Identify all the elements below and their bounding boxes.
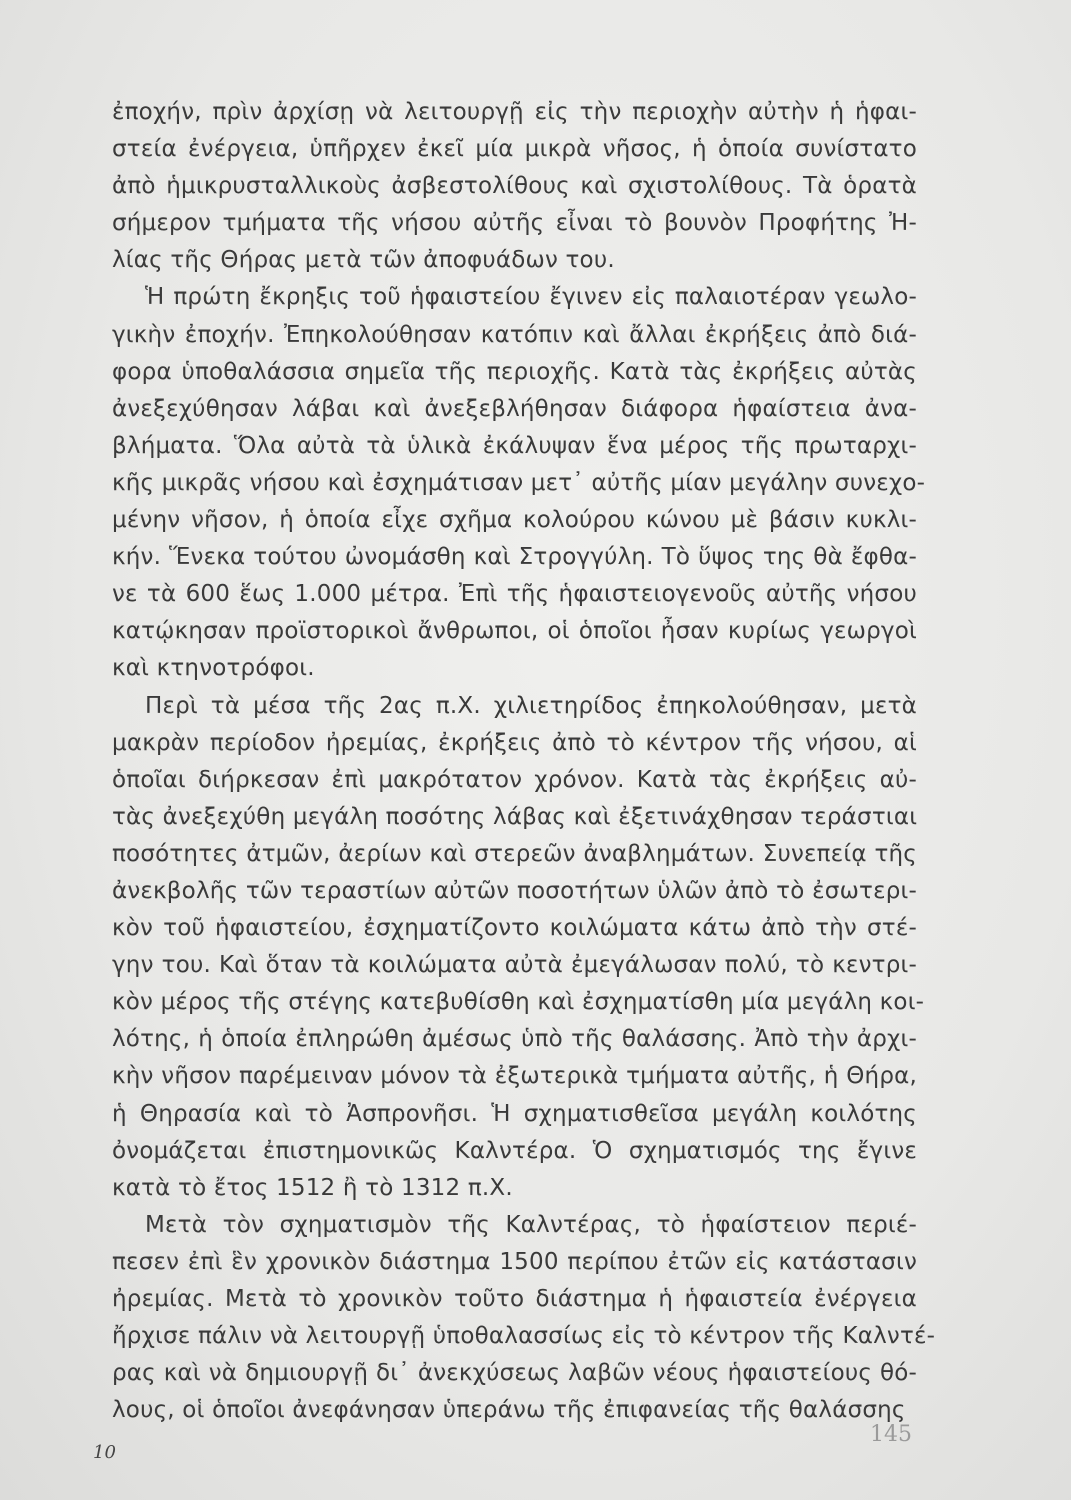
text-line: μένην νῆσον, ἡ ὁποία εἶχε σχῆμα κολούρου κώνου μὲ βάσιν κυκλι- [112,507,917,534]
text-line: γην του. Καὶ ὅταν τὰ κοιλώματα αὐτὰ ἐμεγάλωσαν πολύ, τὸ κεντρι- [112,952,917,979]
text-line: ὁποῖαι διήρκεσαν ἐπὶ μακρότατον χρόνον. Κατὰ τὰς ἐκρήξεις αὐ- [112,766,917,793]
text-line: κήν. Ἕνεκα τούτου ὠνομάσθη καὶ Στρογγύλη. Τὸ ὕψος της θὰ ἔφθα- [112,544,917,571]
paragraph [112,1207,936,1430]
text-line: κὴν νῆσον παρέμειναν μόνον τὰ ἐξωτερικὰ τμήματα αὐτῆς, ἡ Θήρα, [112,1063,917,1090]
text-line: Ἡ πρώτη ἔκρηξις τοῦ ἡφαιστείου ἔγινεν εἰς παλαιοτέραν γεωλο- [145,284,917,311]
text-line: νε τὰ 600 ἕως 1.000 μέτρα. Ἐπὶ τῆς ἡφαιστειογενοῦς αὐτῆς νήσου [112,581,917,608]
signature-mark: 10 [93,1442,116,1463]
text-line: τὰς ἀνεξεχύθη μεγάλη ποσότης λάβας καὶ ἐξετινάχθησαν τεράστιαι [112,803,918,830]
body-text [112,94,936,1429]
text-line: κῆς μικρᾶς νήσου καὶ ἐσχημάτισαν μετ᾽ αὐτῆς μίαν μεγάλην συνεχο- [112,469,926,496]
paragraph [112,279,926,687]
text-line: κὸν μέρος τῆς στέγης κατεβυθίσθη καὶ ἐσχηματίσθη μία μεγάλη κοι- [112,989,925,1016]
text-line: βλήματα. Ὅλα αὐτὰ τὰ ὑλικὰ ἐκάλυψαν ἕνα μέρος τῆς πρωταρχι- [112,432,917,459]
text-line: Μετὰ τὸν σχηματισμὸν τῆς Καλντέρας, τὸ ἡφαίστειον περιέ- [145,1211,917,1238]
text-line: ἡ Θηρασία καὶ τὸ Ἀσπρονῆσι. Ἡ σχηματισθεῖσα μεγάλη κοιλότης [112,1100,917,1127]
text-line: ἐποχήν, πρὶν ἀρχίσῃ νὰ λειτουργῇ εἰς τὴν περιοχὴν αὐτὴν ἡ ἡφαι- [112,99,917,125]
page-number: 145 [870,1422,912,1447]
text-line: λίας τῆς Θήρας μετὰ τῶν ἀποφυάδων του. [112,247,615,274]
text-line: ἀνεξεχύθησαν λάβαι καὶ ἀνεξεβλήθησαν διάφορα ἡφαίστεια ἀνα- [112,395,917,422]
text-line: γικὴν ἐποχήν. Ἐπηκολούθησαν κατόπιν καὶ ἄλλαι ἐκρήξεις ἀπὸ διά- [112,321,917,348]
paragraph [112,94,917,279]
text-line: μακρὰν περίοδον ἠρεμίας, ἐκρήξεις ἀπὸ τὸ κέντρον τῆς νήσου, αἱ [112,729,917,756]
text-line: φορα ὑποθαλάσσια σημεῖα τῆς περιοχῆς. Κατὰ τὰς ἐκρήξεις αὐτὰς [112,358,917,385]
text-line: κατῴκησαν προϊστορικοὶ ἄνθρωποι, οἱ ὁποῖοι ἦσαν κυρίως γεωργοὶ [112,618,917,645]
text-line: ὀνομάζεται ἐπιστημονικῶς Καλντέρα. Ὁ σχηματισμός της ἔγινε [112,1137,917,1164]
text-line: σήμερον τμήματα τῆς νήσου αὐτῆς εἶναι τὸ βουνὸν Προφήτης Ἠ- [112,210,917,237]
text-line: ἤρχισε πάλιν νὰ λειτουργῇ ὑποθαλασσίως εἰς τὸ κέντρον τῆς Καλντέ- [112,1323,936,1350]
text-line: λότης, ἡ ὁποία ἐπληρώθη ἀμέσως ὑπὸ τῆς θαλάσσης. Ἀπὸ τὴν ἀρχι- [112,1026,917,1053]
text-line: Περὶ τὰ μέσα τῆς 2ας π.Χ. χιλιετηρίδος ἐπηκολούθησαν, μετὰ [145,692,917,719]
text-line: κὸν τοῦ ἡφαιστείου, ἐσχηματίζοντο κοιλώματα κάτω ἀπὸ τὴν στέ- [112,915,917,942]
text-line: ποσότητες ἀτμῶν, ἀερίων καὶ στερεῶν ἀναβλημάτων. Συνεπείᾳ τῆς [112,840,917,867]
text-line: ρας καὶ νὰ δημιουργῇ δι᾽ ἀνεκχύσεως λαβῶν νέους ἡφαιστείους θό- [112,1360,917,1387]
text-line: λους, οἱ ὁποῖοι ἀνεφάνησαν ὑπεράνω τῆς ἐπιφανείας τῆς θαλάσσης [112,1397,906,1424]
text-line: στεία ἐνέργεια, ὑπῆρχεν ἐκεῖ μία μικρὰ νῆσος, ἡ ὁποία συνίστατο [112,136,917,163]
text-line: ἀνεκβολῆς τῶν τεραστίων αὐτῶν ποσοτήτων ὑλῶν ἀπὸ τὸ ἐσωτερι- [112,877,917,904]
paragraph [112,688,925,1207]
text-line: ἠρεμίας. Μετὰ τὸ χρονικὸν τοῦτο διάστημα ἡ ἡφαιστεία ἐνέργεια [112,1286,917,1312]
text-line: καὶ κτηνοτρόφοι. [112,655,315,682]
text-line: πεσεν ἐπὶ ἓν χρονικὸν διάστημα 1500 περίπου ἐτῶν εἰς κατάστασιν [112,1248,917,1275]
text-line: κατὰ τὸ ἔτος 1512 ἢ τὸ 1312 π.Χ. [112,1174,513,1201]
text-line: ἀπὸ ἡμικρυσταλλικοὺς ἀσβεστολίθους καὶ σχιστολίθους. Τὰ ὁρατὰ [112,173,917,200]
